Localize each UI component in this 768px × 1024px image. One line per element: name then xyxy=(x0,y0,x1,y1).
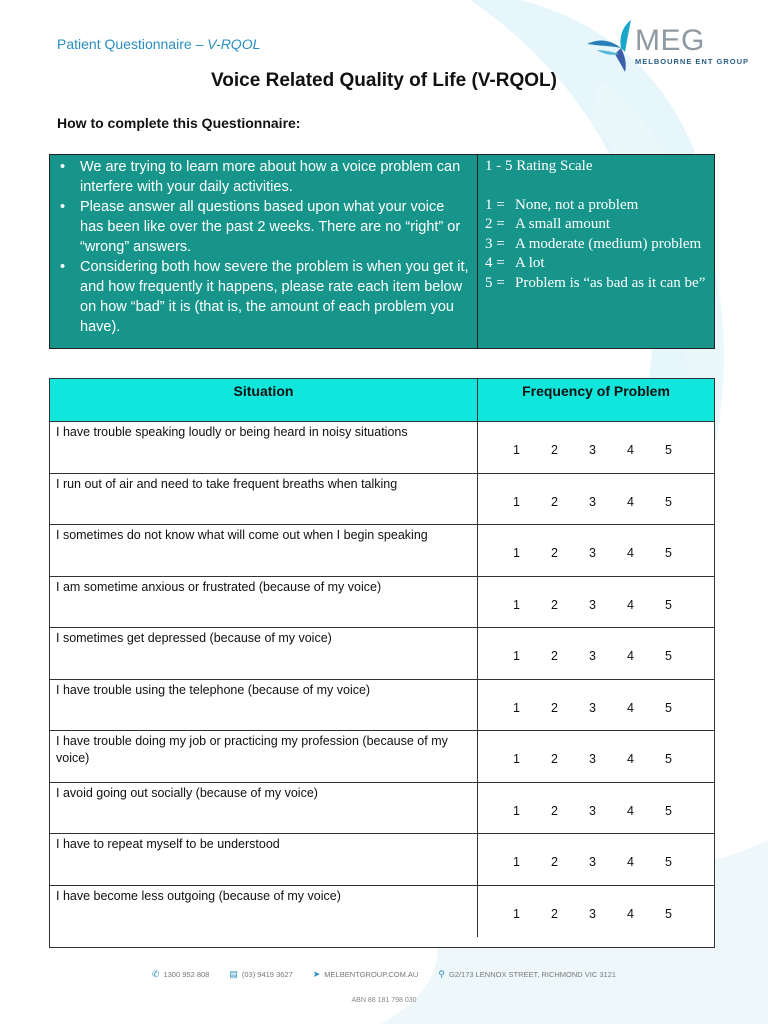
rating-options xyxy=(478,834,714,885)
rating-option[interactable]: 3 xyxy=(589,907,596,922)
rating-scale-row: 5 = Problem is “as bad as it can be” xyxy=(485,274,706,291)
table-row xyxy=(50,525,714,577)
rating-option[interactable]: 5 xyxy=(665,546,672,561)
bird-logo-icon xyxy=(585,20,639,72)
table-row xyxy=(50,680,714,732)
header-frequency: Frequency of Problem xyxy=(522,383,670,399)
rating-option[interactable]: 5 xyxy=(665,494,672,509)
table-row xyxy=(50,834,714,886)
rating-option[interactable]: 5 xyxy=(665,700,672,715)
rating-option[interactable]: 2 xyxy=(551,649,558,664)
location-pin-icon: ⚲ xyxy=(438,969,445,979)
rating-option[interactable]: 2 xyxy=(551,907,558,922)
questionnaire-label xyxy=(57,36,260,52)
situation-text: I am sometime anxious or frustrated (because of my voice) xyxy=(50,577,478,628)
rating-scale-row: 2 = A small amount xyxy=(485,216,610,232)
rating-option[interactable]: 1 xyxy=(513,597,520,612)
rating-option[interactable]: 5 xyxy=(665,443,672,458)
rating-options xyxy=(478,577,714,628)
instruction-item: • Considering both how severe the problem is when you get it, and how frequently it happens, please rate each item below on how “bad” it is (that is, the amount of each problem you have). xyxy=(60,259,469,335)
rating-option[interactable]: 1 xyxy=(513,649,520,664)
rating-option[interactable]: 5 xyxy=(665,752,672,767)
rating-option[interactable]: 5 xyxy=(665,803,672,818)
rating-option[interactable]: 4 xyxy=(627,494,634,509)
fax-icon: ▤ xyxy=(229,969,238,979)
rating-option[interactable]: 2 xyxy=(551,443,558,458)
rating-option[interactable]: 1 xyxy=(513,855,520,870)
rating-options xyxy=(478,474,714,525)
rating-option[interactable]: 4 xyxy=(627,700,634,715)
send-icon: ➤ xyxy=(312,969,321,979)
rating-option[interactable]: 4 xyxy=(627,752,634,767)
footer-contact xyxy=(0,969,768,980)
footer-phone: ✆ 1300 952 808 xyxy=(151,969,210,979)
rating-option[interactable]: 3 xyxy=(589,443,596,458)
rating-options xyxy=(478,680,714,731)
rating-option[interactable]: 2 xyxy=(551,597,558,612)
rating-option[interactable]: 3 xyxy=(589,803,596,818)
rating-options xyxy=(478,731,714,782)
rating-option[interactable]: 1 xyxy=(513,443,520,458)
rating-options xyxy=(478,525,714,576)
rating-scale-row: 4 = A lot xyxy=(485,255,545,271)
rating-option[interactable]: 2 xyxy=(551,494,558,509)
rating-option[interactable]: 4 xyxy=(627,855,634,870)
situation-text: I run out of air and need to take frequent breaths when talking xyxy=(50,474,478,525)
rating-option[interactable]: 5 xyxy=(665,649,672,664)
rating-option[interactable]: 3 xyxy=(589,494,596,509)
rating-option[interactable]: 1 xyxy=(513,546,520,561)
rating-option[interactable]: 4 xyxy=(627,597,634,612)
table-row xyxy=(50,474,714,526)
footer-fax: ▤ (03) 9419 3627 xyxy=(229,969,293,979)
situation-text: I avoid going out socially (because of my voice) xyxy=(50,783,478,834)
table-body xyxy=(50,422,714,937)
rating-option[interactable]: 2 xyxy=(551,700,558,715)
rating-option[interactable]: 2 xyxy=(551,855,558,870)
instructions-list xyxy=(58,157,471,337)
rating-scale-cell xyxy=(478,155,714,348)
bullet-icon: • xyxy=(60,259,66,275)
rating-option[interactable]: 1 xyxy=(513,700,520,715)
rating-option[interactable]: 1 xyxy=(513,494,520,509)
situation-text: I have trouble using the telephone (because of my voice) xyxy=(50,680,478,731)
footer-address: ⚲ G2/173 LENNOX STREET, RICHMOND VIC 3121 xyxy=(438,969,617,979)
meg-logo xyxy=(585,20,750,72)
rating-option[interactable]: 5 xyxy=(665,907,672,922)
questionnaire-table xyxy=(49,378,715,948)
situation-text: I have trouble speaking loudly or being heard in noisy situations xyxy=(50,422,478,473)
howto-heading: How to complete this Questionnaire: xyxy=(57,115,301,131)
footer-abn: ABN 88 181 798 030 xyxy=(351,997,417,1004)
rating-options xyxy=(478,422,714,473)
rating-option[interactable]: 2 xyxy=(551,803,558,818)
table-row xyxy=(50,783,714,835)
instructions-list-cell xyxy=(50,155,478,348)
rating-option[interactable]: 5 xyxy=(665,597,672,612)
logo-subtext: MELBOURNE ENT GROUP xyxy=(635,57,750,66)
rating-option[interactable]: 1 xyxy=(513,752,520,767)
rating-option[interactable]: 1 xyxy=(513,803,520,818)
rating-option[interactable]: 3 xyxy=(589,546,596,561)
situation-text: I have trouble doing my job or practicing my profession (because of my voice) xyxy=(50,731,478,782)
rating-option[interactable]: 4 xyxy=(627,803,634,818)
table-row xyxy=(50,577,714,629)
questionnaire-label-code: V-RQOL xyxy=(207,36,261,52)
rating-option[interactable]: 1 xyxy=(513,907,520,922)
rating-options xyxy=(478,783,714,834)
page-title: Voice Related Quality of Life (V-RQOL) xyxy=(211,70,557,91)
header-situation: Situation xyxy=(50,379,478,421)
logo-wordmark: MEG xyxy=(635,24,705,57)
situation-text: I sometimes do not know what will come out when I begin speaking xyxy=(50,525,478,576)
rating-options xyxy=(478,886,714,938)
table-row xyxy=(50,731,714,783)
rating-option[interactable]: 3 xyxy=(589,649,596,664)
instructions-box xyxy=(49,154,715,349)
rating-option[interactable]: 4 xyxy=(627,907,634,922)
table-row xyxy=(50,886,714,938)
footer-web: ➤ MELBENTGROUP.COM.AU xyxy=(312,969,419,979)
instruction-item: • We are trying to learn more about how a voice problem can interfere with your daily activities. xyxy=(60,159,461,195)
rating-option[interactable]: 2 xyxy=(551,752,558,767)
rating-option[interactable]: 4 xyxy=(627,546,634,561)
table-row xyxy=(50,628,714,680)
rating-option[interactable]: 4 xyxy=(627,649,634,664)
rating-option[interactable]: 3 xyxy=(589,855,596,870)
rating-scale-row: 3 = A moderate (medium) problem xyxy=(485,235,702,252)
table-header-row xyxy=(50,379,714,422)
rating-scale-row: 1 = None, not a problem xyxy=(485,196,639,213)
rating-option[interactable]: 5 xyxy=(665,855,672,870)
rating-option[interactable]: 3 xyxy=(589,752,596,767)
table-row xyxy=(50,422,714,474)
situation-text: I have become less outgoing (because of my voice) xyxy=(50,886,478,938)
situation-text: I sometimes get depressed (because of my voice) xyxy=(50,628,478,679)
rating-option[interactable]: 3 xyxy=(589,700,596,715)
rating-scale-title: 1 - 5 Rating Scale xyxy=(485,158,593,174)
bullet-icon: • xyxy=(60,159,66,175)
rating-option[interactable]: 3 xyxy=(589,597,596,612)
rating-options xyxy=(478,628,714,679)
rating-option[interactable]: 4 xyxy=(627,443,634,458)
situation-text: I have to repeat myself to be understood xyxy=(50,834,478,885)
instruction-item: • Please answer all questions based upon what your voice has been like over the past 2 weeks. There are no “right” or “wrong” answers. xyxy=(60,199,461,255)
questionnaire-label-prefix: Patient Questionnaire – xyxy=(57,36,208,52)
rating-option[interactable]: 2 xyxy=(551,546,558,561)
bullet-icon: • xyxy=(60,199,66,215)
phone-icon: ✆ xyxy=(151,969,160,979)
